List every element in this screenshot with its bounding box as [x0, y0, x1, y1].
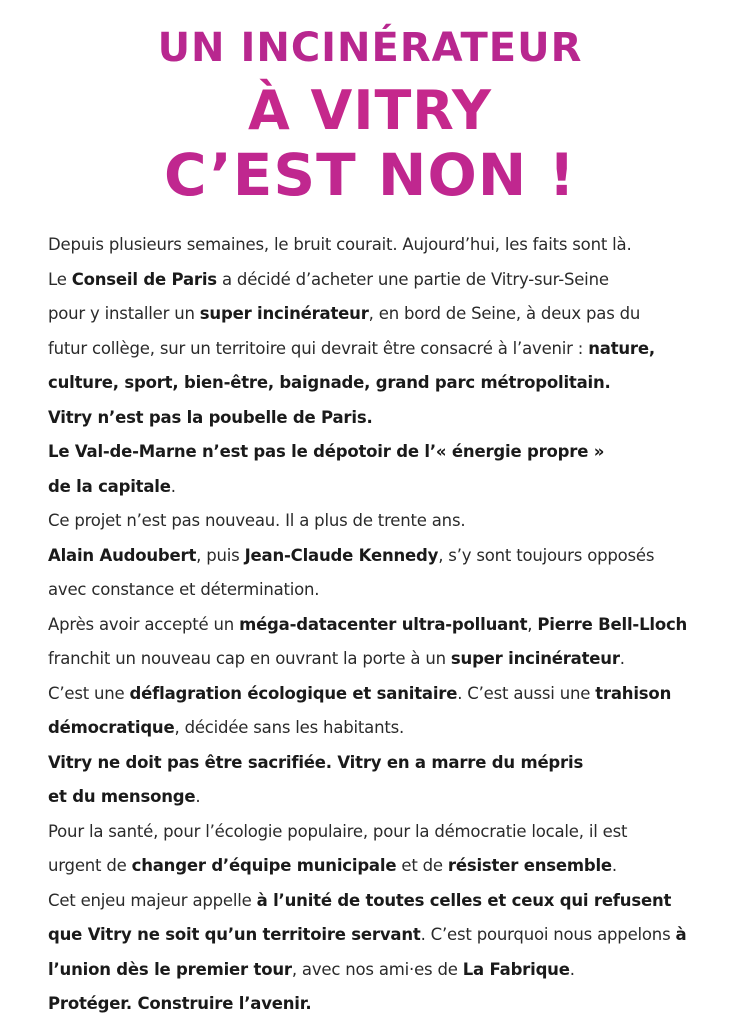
- text-line: [48, 608, 708, 643]
- text-segment: Pour la santé, pour l’écologie populaire, pour la démocratie locale, il est: [48, 821, 628, 841]
- text-segment: avec constance et détermination.: [48, 580, 320, 599]
- text-segment: .: [619, 649, 625, 668]
- text-segment: Cet enjeu majeur appelle: [48, 890, 257, 910]
- bold-text: à: [675, 925, 687, 944]
- text-segment: C’est une: [48, 683, 130, 703]
- bold-text: Vitry n’est pas la poubelle de Paris.: [48, 407, 373, 427]
- text-segment: et de: [396, 856, 448, 875]
- title-line-3: C’EST NON !: [164, 141, 576, 209]
- bold-text: déflagration écologique et sanitaire: [129, 683, 458, 703]
- text-line: [48, 573, 708, 608]
- bold-text: de la capitale: [48, 476, 171, 496]
- text-segment: Ce projet n’est pas nouveau. Il a plus de trente ans.: [48, 511, 466, 530]
- body-text: [48, 228, 708, 1022]
- bold-text: Protéger. Construire l’avenir.: [48, 994, 312, 1013]
- bold-text: Conseil de Paris: [71, 269, 217, 289]
- text-segment: , puis: [196, 545, 245, 565]
- text-line: [48, 297, 708, 332]
- text-segment: . C’est aussi une: [457, 683, 596, 703]
- bold-text: démocratique: [48, 718, 175, 737]
- bold-text: super incinérateur: [199, 304, 369, 323]
- text-line: [48, 884, 708, 919]
- text-segment: urgent de: [48, 856, 132, 875]
- text-line: [48, 401, 708, 436]
- text-segment: .: [195, 787, 201, 806]
- bold-text: Jean-Claude Kennedy: [244, 545, 439, 565]
- bold-text: méga-datacenter ultra-polluant: [239, 614, 528, 634]
- text-segment: futur collège, sur un territoire qui devrait être consacré à l’avenir :: [48, 338, 589, 358]
- text-line: [48, 711, 708, 746]
- text-line: [48, 780, 708, 815]
- text-line: [48, 746, 708, 781]
- text-line: [48, 539, 708, 574]
- bold-text: Alain Audoubert: [48, 545, 197, 565]
- bold-text: que Vitry ne soit qu’un territoire servant: [48, 925, 421, 944]
- text-line: [48, 677, 708, 712]
- text-line: [48, 263, 708, 298]
- bold-text: l’union dès le premier tour: [48, 959, 292, 979]
- text-segment: Le: [48, 269, 72, 289]
- bold-text: Vitry ne doit pas être sacrifiée. Vitry en a marre du mépris: [48, 752, 584, 772]
- text-line: [48, 953, 708, 988]
- text-line: [48, 504, 708, 539]
- bold-text: La Fabrique: [462, 959, 570, 979]
- text-line: [48, 332, 708, 367]
- text-line: [48, 470, 708, 505]
- bold-text: nature,: [588, 338, 655, 358]
- text-segment: , décidée sans les habitants.: [174, 718, 405, 737]
- text-line: [48, 849, 708, 884]
- text-segment: .: [611, 856, 617, 875]
- text-segment: ,: [527, 614, 538, 634]
- text-line: [48, 642, 708, 677]
- text-line: [48, 435, 708, 470]
- bold-text: culture, sport, bien-être, baignade, grand parc métropolitain.: [48, 373, 611, 392]
- text-line: [48, 815, 708, 850]
- text-line: [48, 228, 708, 263]
- bold-text: à l’unité de toutes celles et ceux qui refusent: [256, 890, 672, 910]
- text-segment: a décidé d’acheter une partie de Vitry-sur-Seine: [216, 269, 609, 289]
- text-segment: , s’y sont toujours opposés: [438, 545, 655, 565]
- text-segment: . C’est pourquoi nous appelons: [420, 925, 676, 944]
- bold-text: Pierre Bell-Lloch: [537, 614, 688, 634]
- text-segment: Depuis plusieurs semaines, le bruit courait. Aujourd’hui, les faits sont là.: [48, 235, 632, 254]
- title-line-2: À VITRY: [247, 79, 493, 142]
- text-segment: Après avoir accepté un: [48, 614, 240, 634]
- bold-text: Le Val-de-Marne n’est pas le dépotoir de l’« énergie propre »: [48, 442, 605, 461]
- text-segment: .: [170, 476, 176, 496]
- text-segment: , avec nos ami·es de: [291, 959, 463, 979]
- text-line: [48, 987, 708, 1022]
- text-segment: pour y installer un: [48, 304, 200, 323]
- text-segment: , en bord de Seine, à deux pas du: [368, 304, 641, 323]
- bold-text: super incinérateur: [450, 649, 620, 668]
- title-line-1: UN INCINÉRATEUR: [157, 25, 583, 71]
- bold-text: changer d’équipe municipale: [131, 856, 397, 875]
- text-segment: .: [569, 959, 575, 979]
- text-segment: franchit un nouveau cap en ouvrant la porte à un: [48, 649, 451, 668]
- text-line: [48, 366, 708, 401]
- bold-text: et du mensonge: [48, 787, 196, 806]
- bold-text: trahison: [595, 683, 672, 703]
- bold-text: résister ensemble: [447, 856, 612, 875]
- text-line: [48, 918, 708, 953]
